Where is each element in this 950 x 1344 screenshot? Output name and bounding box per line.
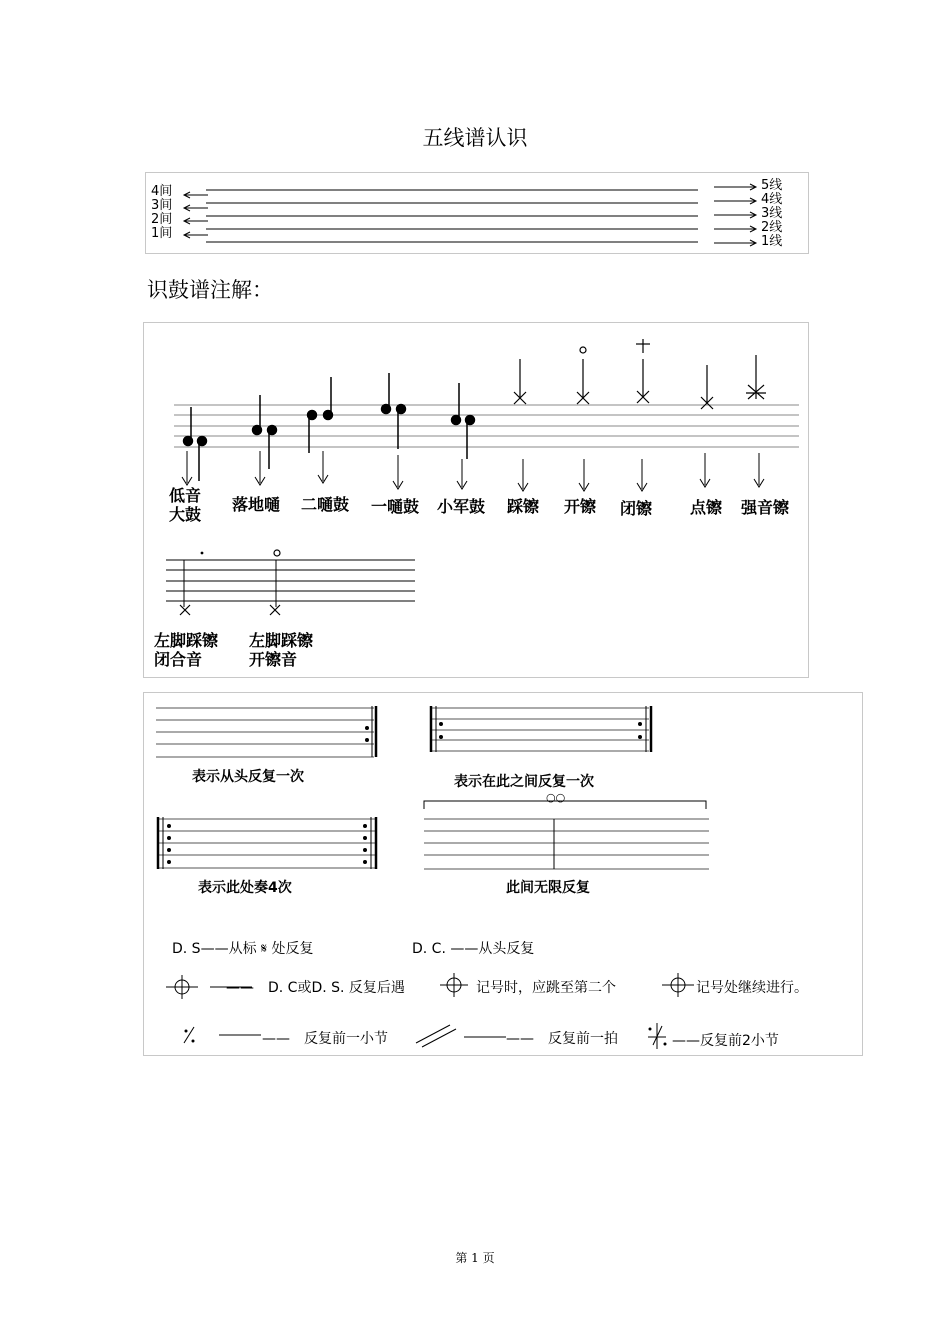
four-times-caption: 表示此处奏4次 [198, 880, 292, 896]
repeat-bar-caption: —— 反复前一小节 [262, 1031, 388, 1047]
bass-drum-label-line1: 低音 [169, 486, 202, 505]
floor-tom-label: 落地嗵 [232, 495, 281, 514]
foot-open-label [249, 631, 313, 669]
space-3-label: 3间 [151, 198, 173, 213]
ds-text: D. S——从标 [172, 941, 257, 957]
foot-closed-label [154, 631, 218, 669]
line-labels [761, 179, 782, 249]
ds-suffix: 处反复 [271, 941, 314, 957]
space-4-label: 4间 [151, 184, 173, 199]
line-4-label: 4线 [761, 192, 783, 207]
tom1-label: 一嗵鼓 [371, 497, 420, 516]
line-2-label: 2线 [761, 220, 783, 235]
segno-icon: 𝄋 [261, 941, 268, 957]
coda-text-part3: 记号处继续进行。 [696, 980, 808, 996]
snare-label: 小军鼓 [437, 497, 486, 516]
space-1-label: 1间 [151, 226, 173, 241]
ds-description [172, 938, 314, 958]
foot-closed-label-line1: 左脚踩镲 [154, 631, 219, 650]
hihat-label: 踩镲 [507, 497, 540, 516]
space-2-label: 2间 [151, 212, 173, 227]
open-hihat-label: 开镲 [564, 497, 597, 516]
line-1-label: 1线 [761, 234, 783, 249]
line-3-label: 3线 [761, 206, 783, 221]
drum-notes-heading: 识鼓谱注解： [147, 278, 273, 302]
staff-lines-graphic [146, 173, 808, 253]
infinite-caption: 此间无限反复 [506, 880, 590, 896]
line-5-label: 5线 [761, 178, 783, 193]
infinite-repeat-mark: ○○ [546, 791, 566, 804]
page-title: 五线谱认识 [422, 126, 528, 150]
bass-drum-label-line2: 大鼓 [169, 505, 202, 524]
foot-open-label-line2: 开镲音 [249, 650, 298, 669]
foot-open-label-line1: 左脚踩镲 [249, 631, 314, 650]
bass-drum-label [169, 486, 201, 524]
ride-label: 点镲 [690, 498, 723, 517]
repeat-two-bars-caption: ——反复前2小节 [672, 1033, 779, 1049]
space-labels [151, 185, 172, 241]
tom2-label: 二嗵鼓 [301, 495, 350, 514]
foot-closed-label-line2: 闭合音 [154, 650, 203, 669]
repeat-between-caption: 表示在此之间反复一次 [454, 774, 594, 790]
drum-legend-panel [143, 322, 809, 678]
closed-hihat-label: 闭镲 [620, 499, 653, 518]
coda-text-part2: 记号时，应跳至第二个 [476, 980, 616, 996]
repeat-signs-panel [143, 692, 863, 1056]
dc-description: D. C. ——从头反复 [412, 941, 535, 957]
crash-label: 强音镲 [741, 498, 790, 517]
staff-diagram [145, 172, 809, 254]
coda-text-part1: —— D. C或D. S. 反复后遇 [226, 980, 405, 996]
page-footer: 第 1 页 [455, 1251, 495, 1265]
repeat-from-start-caption: 表示从头反复一次 [192, 769, 304, 785]
repeat-beat-caption: —— 反复前一拍 [506, 1031, 618, 1047]
repeat-signs-graphic [144, 693, 862, 1055]
